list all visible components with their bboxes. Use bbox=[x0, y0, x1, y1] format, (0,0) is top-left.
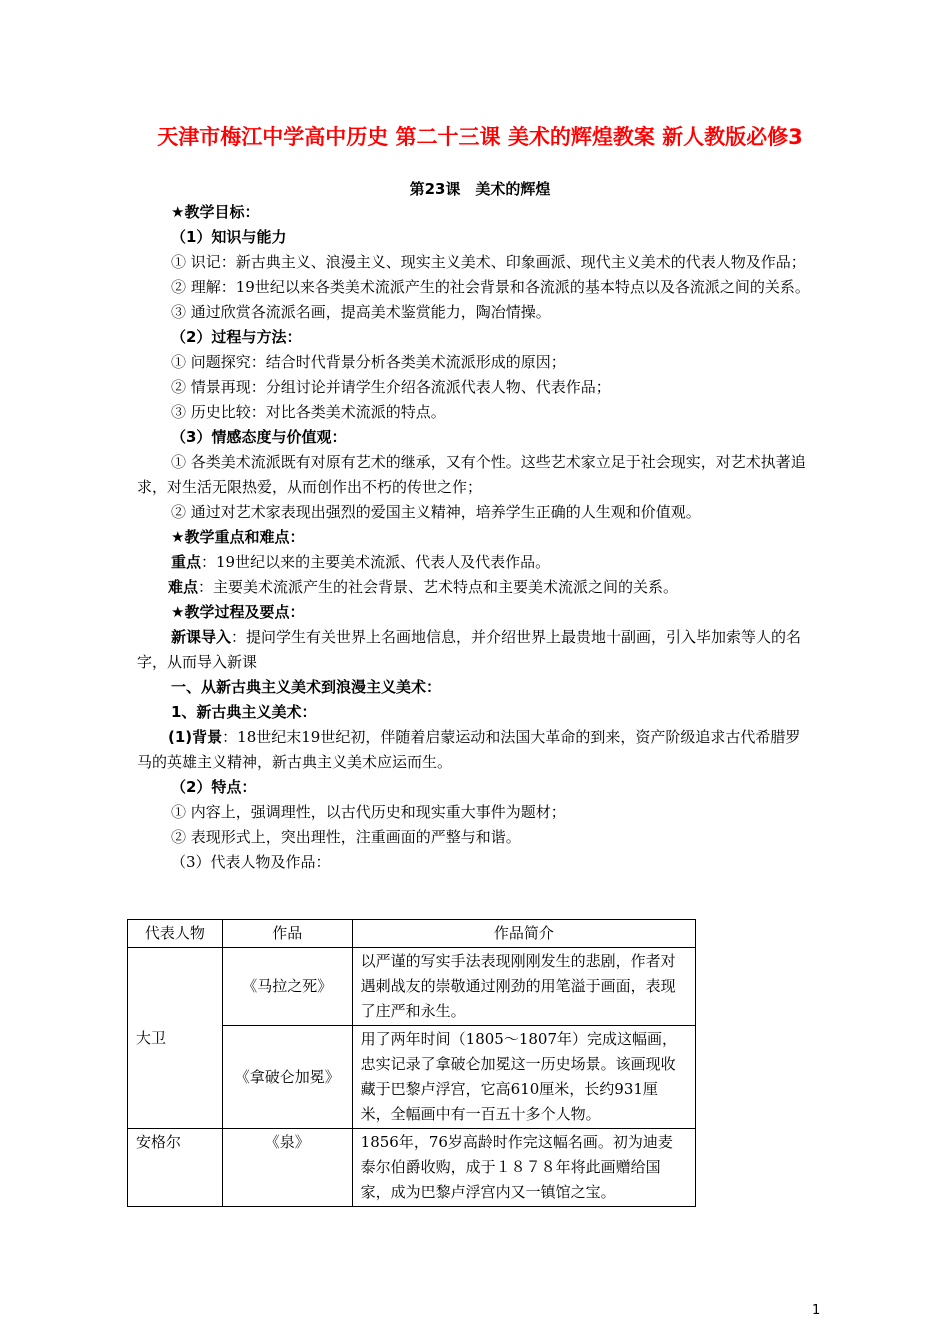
table-cell-desc: 1856年，76岁高龄时作完这幅名画。初为迪麦泰尔伯爵收购，成于１８７８年将此画赠给国家，成为巴黎卢浮宫内又一镇馆之宝。 bbox=[352, 1129, 695, 1207]
difficult-text: ：主要美术流派产生的社会背景、艺术特点和主要美术流派之间的关系。 bbox=[198, 578, 679, 596]
process2-heading: ★教学过程及要点： bbox=[171, 603, 305, 621]
header-author: 代表人物 bbox=[128, 920, 223, 948]
header-work: 作品 bbox=[222, 920, 352, 948]
knowledge-item-2: ② 理解：19世纪以来各类美术流派产生的社会背景和各流派的基本特点以及各流派之间的关系。 bbox=[171, 278, 810, 296]
background-label: (1)背景 bbox=[168, 728, 223, 746]
intro-text: ：提问学生有关世界上名画地信息，并介绍世界上最贵地十副画，引入毕加索等人的名字，从而导入新课 bbox=[137, 628, 802, 671]
lesson-subtitle: 第23课 美术的辉煌 bbox=[409, 180, 551, 198]
table-cell-work: 《马拉之死》 bbox=[222, 948, 352, 1026]
background-text: ：18世纪末19世纪初，伴随着启蒙运动和法国大革命的到来，资产阶级追求古代希腊罗马的英雄主义精神，新古典主义美术应运而生。 bbox=[137, 728, 801, 771]
emotion-item-1: ① 各类美术流派既有对原有艺术的继承，又有个性。这些艺术家立足于社会现实，对艺术执著追求，对生活无限热爱，从而创作出不朽的传世之作； bbox=[137, 453, 806, 496]
table-cell-author: 安格尔 bbox=[128, 1129, 223, 1207]
table-cell-work: 《泉》 bbox=[222, 1129, 352, 1207]
keypoints-heading: ★教学重点和难点： bbox=[171, 528, 305, 546]
intro-paragraph bbox=[137, 625, 815, 675]
process-item-3: ③ 历史比较：对比各类美术流派的特点。 bbox=[171, 403, 446, 421]
knowledge-heading: （1）知识与能力 bbox=[171, 228, 287, 246]
feature-heading: （2）特点： bbox=[171, 778, 257, 796]
page-number: 1 bbox=[812, 1303, 821, 1318]
intro-label: 新课导入 bbox=[171, 628, 232, 646]
key-point bbox=[137, 550, 815, 575]
table-row bbox=[128, 1129, 696, 1207]
document-body bbox=[137, 200, 815, 875]
table-cell-desc: 用了两年时间（1805～1807年）完成这幅画，忠实记录了拿破仑加冕这一历史场景。该画现收藏于巴黎卢浮宫，它高610厘米，长约931厘米，全幅画中有一百五十多个人物。 bbox=[352, 1026, 695, 1129]
process-heading: （2）过程与方法： bbox=[171, 328, 302, 346]
feature-item-1: ① 内容上，强调理性，以古代历史和现实重大事件为题材； bbox=[171, 803, 566, 821]
sub1-heading: 1、新古典主义美术： bbox=[171, 703, 317, 721]
table-cell-desc: 以严谨的写实手法表现刚刚发生的悲剧，作者对遇刺战友的崇敬通过刚劲的用笔溢于画面，表现了庄严和永生。 bbox=[352, 948, 695, 1026]
feature-item-2: ② 表现形式上，突出理性，注重画面的严整与和谐。 bbox=[171, 828, 521, 846]
knowledge-item-3: ③ 通过欣赏各流派名画，提高美术鉴赏能力，陶冶情操。 bbox=[171, 303, 551, 321]
representatives-table bbox=[127, 919, 696, 1207]
header-desc: 作品简介 bbox=[352, 920, 695, 948]
emotion-heading: （3）情感态度与价值观： bbox=[171, 428, 347, 446]
table-row bbox=[128, 948, 696, 1026]
rep-heading: （3）代表人物及作品： bbox=[171, 853, 331, 871]
part1-heading: 一、从新古典主义美术到浪漫主义美术： bbox=[171, 678, 442, 696]
process-item-2: ② 情景再现：分组讨论并请学生介绍各流派代表人物、代表作品； bbox=[171, 378, 611, 396]
document-title: 天津市梅江中学高中历史 第二十三课 美术的辉煌教案 新人教版必修3 bbox=[157, 125, 803, 149]
knowledge-item-1: ① 识记：新古典主义、浪漫主义、现实主义美术、印象画派、现代主义美术的代表人物及作品； bbox=[171, 253, 806, 271]
background-paragraph bbox=[137, 725, 815, 775]
key-text: ：19世纪以来的主要美术流派、代表人及代表作品。 bbox=[201, 553, 551, 571]
table-cell-author: 大卫 bbox=[128, 948, 223, 1129]
process-item-1: ① 问题探究：结合时代背景分析各类美术流派形成的原因； bbox=[171, 353, 566, 371]
emotion-item-2: ② 通过对艺术家表现出强烈的爱国主义精神，培养学生正确的人生观和价值观。 bbox=[171, 503, 701, 521]
goals-heading: ★教学目标： bbox=[171, 203, 260, 221]
table-cell-work: 《拿破仑加冕》 bbox=[222, 1026, 352, 1129]
difficult-label: 难点 bbox=[168, 578, 199, 596]
key-label: 重点 bbox=[171, 553, 202, 571]
table-header-row bbox=[128, 920, 696, 948]
difficult-point bbox=[137, 575, 815, 600]
